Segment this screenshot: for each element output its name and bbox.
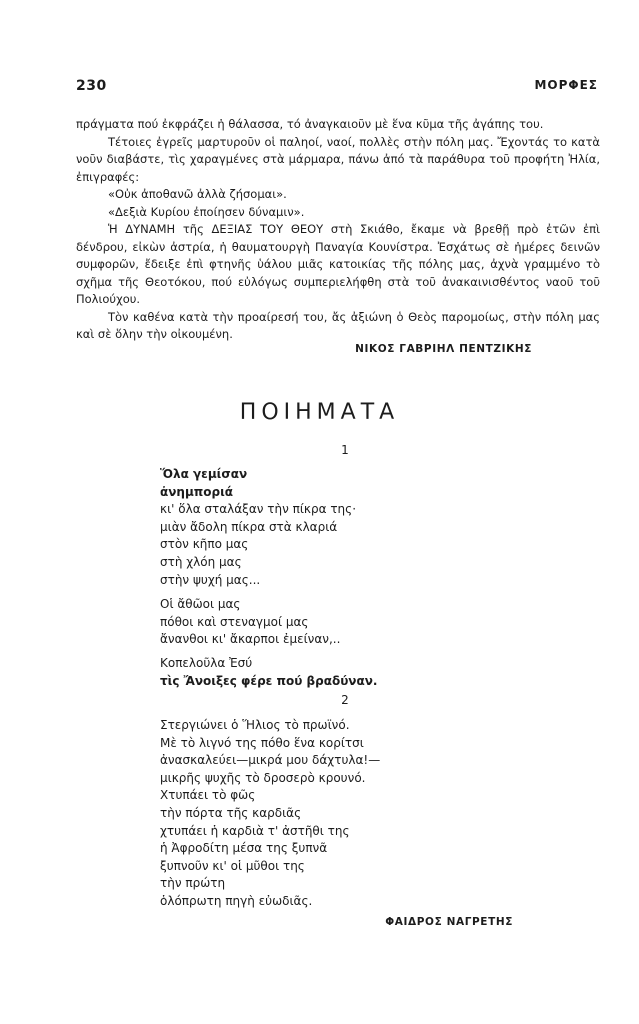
poet-name: ΦΑΙΔΡΟΣ ΝΑΓΡΕΤΗΣ — [385, 916, 513, 928]
poem-stanza — [160, 717, 380, 911]
paragraph: Τὸν καθένα κατὰ τὴν προαίρεσή του, ἄς ἀξιώνη ὁ Θεὸς παρομοίως, στὴν πόλη μας καὶ σὲ ὅλην τὴν οἰκουμένη. — [76, 309, 600, 341]
page-number: 230 — [76, 78, 107, 94]
page-header — [76, 78, 598, 98]
poem-line: στὸν κῆπο μας — [160, 537, 249, 552]
poem-line: Ὅλα γεμίσαν — [160, 467, 248, 481]
poem-line: μιὰν ἄδολη πίκρα στὰ κλαριά — [160, 519, 338, 534]
poem-line: ἀνασκαλεύει—μικρά μου δάχτυλα!— — [160, 753, 381, 768]
inscription-quote: «Δεξιὰ Κυρίου ἐποίησεν δύναμιν». — [108, 204, 305, 219]
poem-line: τὴν πόρτα τῆς καρδιᾶς — [160, 805, 302, 820]
poem-number: 1 — [341, 443, 349, 457]
running-title: ΜΟΡΦΕΣ — [534, 78, 598, 92]
poem-line: τὴν πρώτη — [160, 876, 226, 891]
paragraph: Ἡ ΔΥΝΑΜΗ τῆς ΔΕΞΙΑΣ ΤΟΥ ΘΕΟΥ στὴ Σκιάθο, ἔκαμε νὰ βρεθῇ πρὸ ἐτῶν ἐπὶ δένδρου, εἰκὼν ἀστρία, ἡ θαυματουργὴ Παναγία Κουνίστρα. Ἐσχάτως σὲ ἡμέρες δεινῶν συμφορῶν, ἔδειξε ἐπὶ φτηνῆς ὑάλου μιᾶς κατοικίας τῆς πόλης μας, ἀχνὰ γραμμένο τὸ σχῆμα τῆς Θεοτόκου, πού εὐλόγως συμπεριελήφθη στὰ τοῦ ἀνακαινισθέντος ναοῦ τοῦ Πολιούχου. — [76, 222, 600, 306]
paragraph: πράγματα πού ἐκφράζει ἡ θάλασσα, τό ἀναγκαιοῦν μὲ ἕνα κῦμα τῆς ἀγάπης του. — [76, 117, 544, 131]
poem-stanza — [160, 596, 340, 649]
poem-line: ἄνανθοι κι' ἄκαρποι ἐμείναν,.. — [160, 632, 341, 647]
paragraph: Τέτοιες ἐγρεῖς μαρτυροῦν οἱ παληοί, ναοί, πολλὲς στὴν πόλη μας. Ἔχοντάς το κατὰ νοῦν διαβάστε, τὶς χαραγμένες στὰ μάρμαρα, πάνω ἀπό τὰ παράθυρα τοῦ προφήτη Ἠλία, ἐπιγραφές: — [76, 134, 600, 184]
poem-line: τὶς Ἄνοιξες φέρε πού βραδύναν. — [160, 673, 378, 688]
inscription-quote: «Οὐκ ἀποθανῶ ἀλλὰ ζήσομαι». — [108, 187, 287, 201]
poem-line: μικρῆς ψυχῆς τὸ δροσερὸ κρουνό. — [160, 770, 366, 785]
poem-line: Στεργιώνει ὁ Ἥλιος τὸ πρωϊνό. — [160, 718, 350, 732]
poem-number: 2 — [341, 693, 349, 707]
poem-line: ἡ Ἀφροδίτη μέσα της ξυπνᾶ — [160, 841, 328, 856]
poem-line: Χτυπάει τὸ φῶς — [160, 788, 256, 803]
poem-line: στὴ χλόη μας — [160, 554, 242, 569]
poem-line: χτυπάει ἡ καρδιὰ τ' ἀστῆθι της — [160, 823, 350, 838]
poem-line: Κοπελοῦλα Ἐσύ — [160, 656, 253, 670]
poem-line: Οἱ ἄθῶοι μας — [160, 597, 241, 611]
poem-line: στὴν ψυχή μας... — [160, 572, 261, 587]
poem-line: Μὲ τὸ λιγνό της πόθο ἕνα κορίτσι — [160, 735, 364, 750]
poem-line: ξυπνοῦν κι' οἱ μῦθοι της — [160, 858, 305, 873]
poem-line: κι' ὅλα σταλάξαν τὴν πίκρα της· — [160, 502, 357, 517]
essay-author: ΝΙΚΟΣ ΓΑΒΡΙΗΛ ΠΕΝΤΖΙΚΗΣ — [355, 343, 532, 355]
section-title: ΠΟΙΗΜΑΤΑ — [239, 400, 400, 425]
poem-line: ὁλόπρωτη πηγὴ εὐωδιᾶς. — [160, 893, 313, 908]
poem-line: ἀνημποριά — [160, 484, 234, 499]
poem-stanza — [160, 466, 356, 589]
poem-line: πόθοι καὶ στεναγμοί μας — [160, 614, 309, 629]
essay-ending — [76, 116, 600, 344]
poem-stanza — [160, 655, 377, 690]
